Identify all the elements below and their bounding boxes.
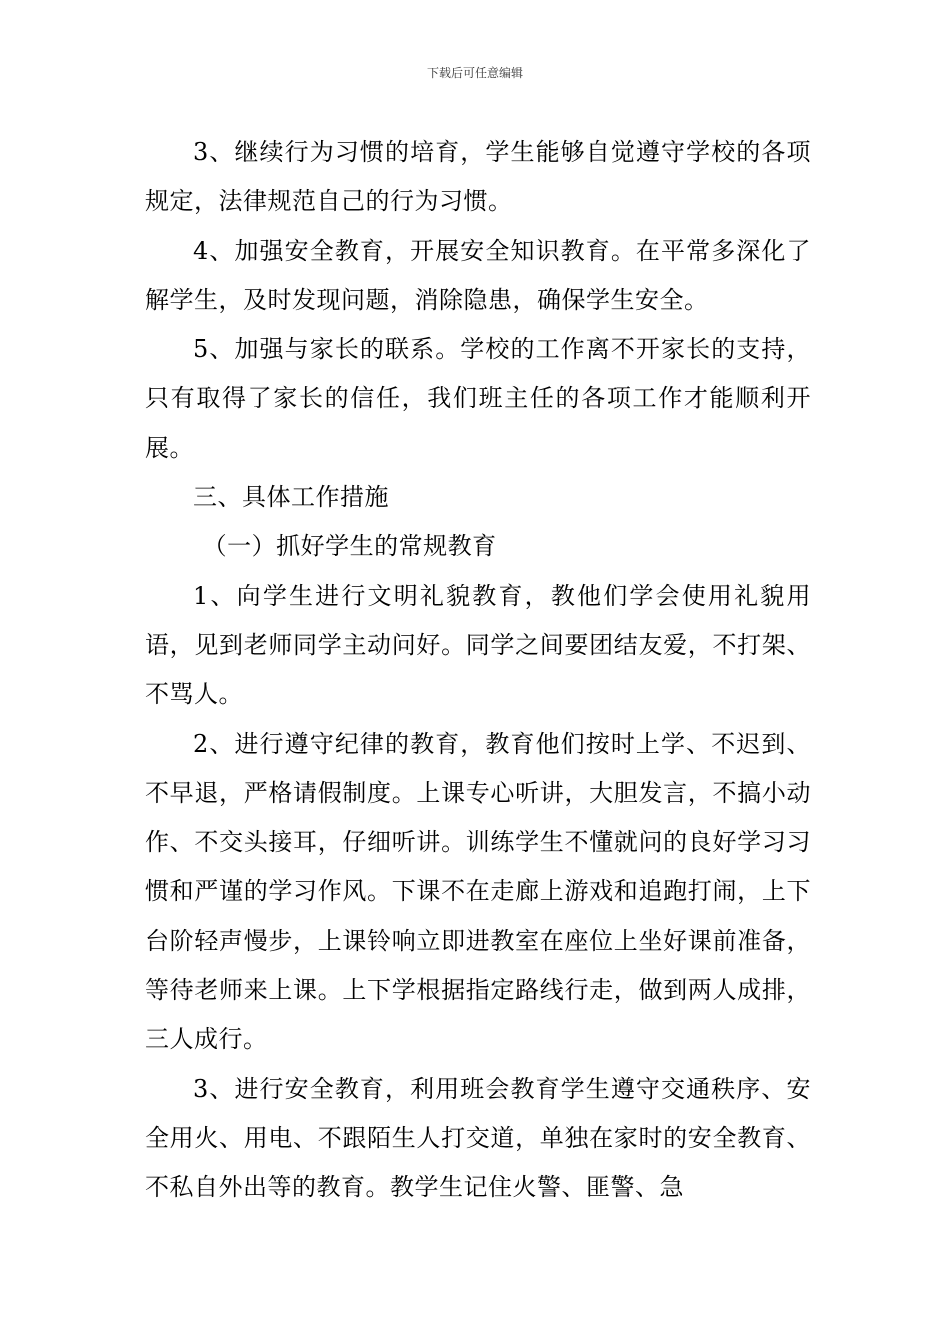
page-header-note: 下载后可任意编辑	[426, 66, 523, 80]
paragraph-item-4: 4、加强安全教育，开展安全知识教育。在平常多深化了解学生，及时发现问题，消除隐患，确保学生安全。	[145, 236, 811, 314]
paragraph-item-5: 5、加强与家长的联系。学校的工作离不开家长的支持，只有取得了家长的信任，我们班主任的各项工作才能顺利开展。	[145, 335, 811, 462]
paragraph-measure-1: 1、向学生进行文明礼貌教育，教他们学会使用礼貌用语，见到老师同学主动问好。同学之间要团结友爱，不打架、不骂人。	[145, 581, 811, 709]
document-body	[145, 128, 811, 1213]
section-heading: 三、具体工作措施	[193, 483, 389, 512]
subsection-heading: （一）抓好学生的常规教育	[202, 532, 497, 561]
paragraph-measure-2: 2、进行遵守纪律的教育，教育他们按时上学、不迟到、不早退，严格请假制度。上课专心听讲，大胆发言，不搞小动作、不交头接耳，仔细听讲。训练学生不懂就问的良好学习习惯和严谨的学习作风。下课不在走廊上游戏和追跑打闹，上下台阶轻声慢步，上课铃响立即进教室在座位上坐好课前准备，等待老师来上课。上下学根据指定路线行走，做到两人成排，三人成行。	[145, 729, 811, 1054]
paragraph-item-3: 3、继续行为习惯的培育，学生能够自觉遵守学校的各项规定，法律规范自己的行为习惯。	[145, 138, 811, 216]
paragraph-measure-3: 3、进行安全教育，利用班会教育学生遵守交通秩序、安全用火、用电、不跟陌生人打交道，单独在家时的安全教育、不私自外出等的教育。教学生记住火警、匪警、急	[145, 1074, 811, 1202]
